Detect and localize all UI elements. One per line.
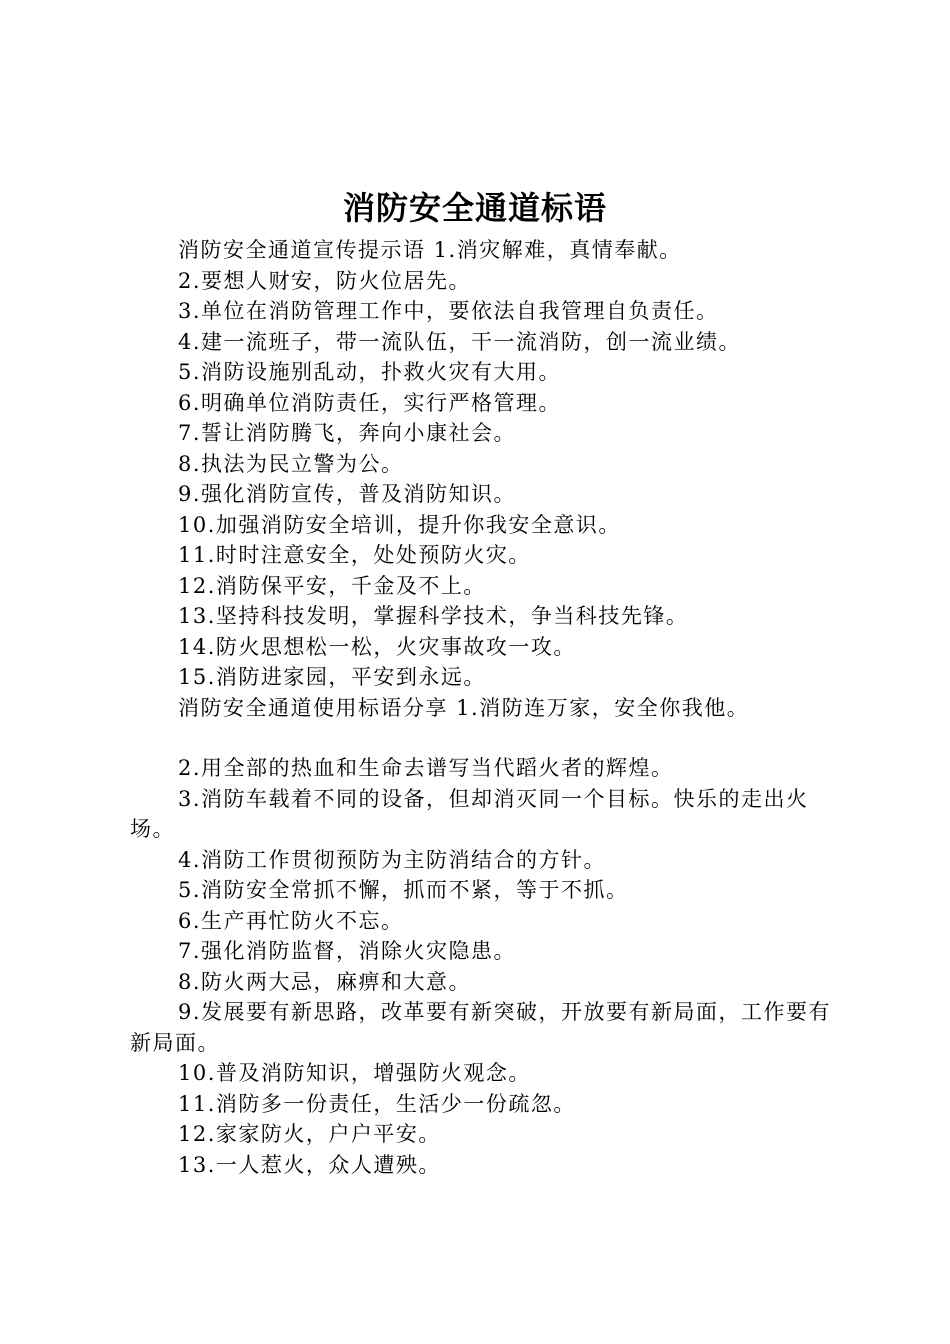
text-line: 11.消防多一份责任，生活少一份疏忽。 <box>178 1091 576 1116</box>
text-line: 11.时时注意安全，处处预防火灾。 <box>178 543 531 567</box>
text-line: 10.加强消防安全培训，提升你我安全意识。 <box>178 512 621 537</box>
text-line: 5.消防设施别乱动，扑救火灾有大用。 <box>178 360 562 384</box>
paragraph-gap <box>130 723 845 753</box>
text-line: 9.发展要有新思路，改革要有新突破，开放要有新局面，工作要有新局面。 <box>130 1000 832 1055</box>
text-line: 6.生产再忙防火不忘。 <box>178 908 404 933</box>
text-line: 8.执法为民立警为公。 <box>178 451 404 476</box>
text-line: 2.用全部的热血和生命去谱写当代蹈火者的辉煌。 <box>178 756 674 780</box>
text-line: 6.明确单位消防责任，实行严格管理。 <box>178 390 562 415</box>
text-line: 13.一人惹火，众人遭殃。 <box>178 1152 441 1177</box>
text-line: 12.消防保平安，千金及不上。 <box>178 573 486 598</box>
text-line: 4.消防工作贯彻预防为主防消结合的方针。 <box>178 847 607 872</box>
text-line: 14.防火思想松一松，火灾事故攻一攻。 <box>178 634 576 659</box>
text-line: 12.家家防火，户户平安。 <box>178 1122 441 1146</box>
text-line: 7.强化消防监督，消除火灾隐患。 <box>178 939 517 963</box>
text-line: 消防安全通道使用标语分享 1.消防连万家，安全你我他。 <box>178 695 750 720</box>
text-line: 3.单位在消防管理工作中，要依法自我管理自负责任。 <box>178 299 719 323</box>
text-line: 3.消防车载着不同的设备，但却消灭同一个目标。快乐的走出火场。 <box>130 786 809 841</box>
text-line: 13.坚持科技发明，掌握科学技术，争当科技先锋。 <box>178 604 689 628</box>
text-line: 15.消防进家园，平安到永远。 <box>178 665 486 689</box>
text-line: 5.消防安全常抓不懈，抓而不紧，等于不抓。 <box>178 878 629 902</box>
text-line: 8.防火两大忌，麻痹和大意。 <box>178 969 472 994</box>
document-body <box>130 235 845 1180</box>
text-line: 9.强化消防宣传，普及消防知识。 <box>178 482 517 506</box>
text-line: 4.建一流班子，带一流队伍，干一流消防，创一流业绩。 <box>178 329 742 354</box>
text-line: 7.誓让消防腾飞，奔向小康社会。 <box>178 421 517 445</box>
text-line: 消防安全通道宣传提示语 1.消灾解难，真情奉献。 <box>178 238 682 262</box>
text-line: 10.普及消防知识，增强防火观念。 <box>178 1061 531 1085</box>
text-line: 2.要想人财安，防火位居先。 <box>178 268 472 293</box>
document-title: 消防安全通道标语 <box>342 189 607 227</box>
